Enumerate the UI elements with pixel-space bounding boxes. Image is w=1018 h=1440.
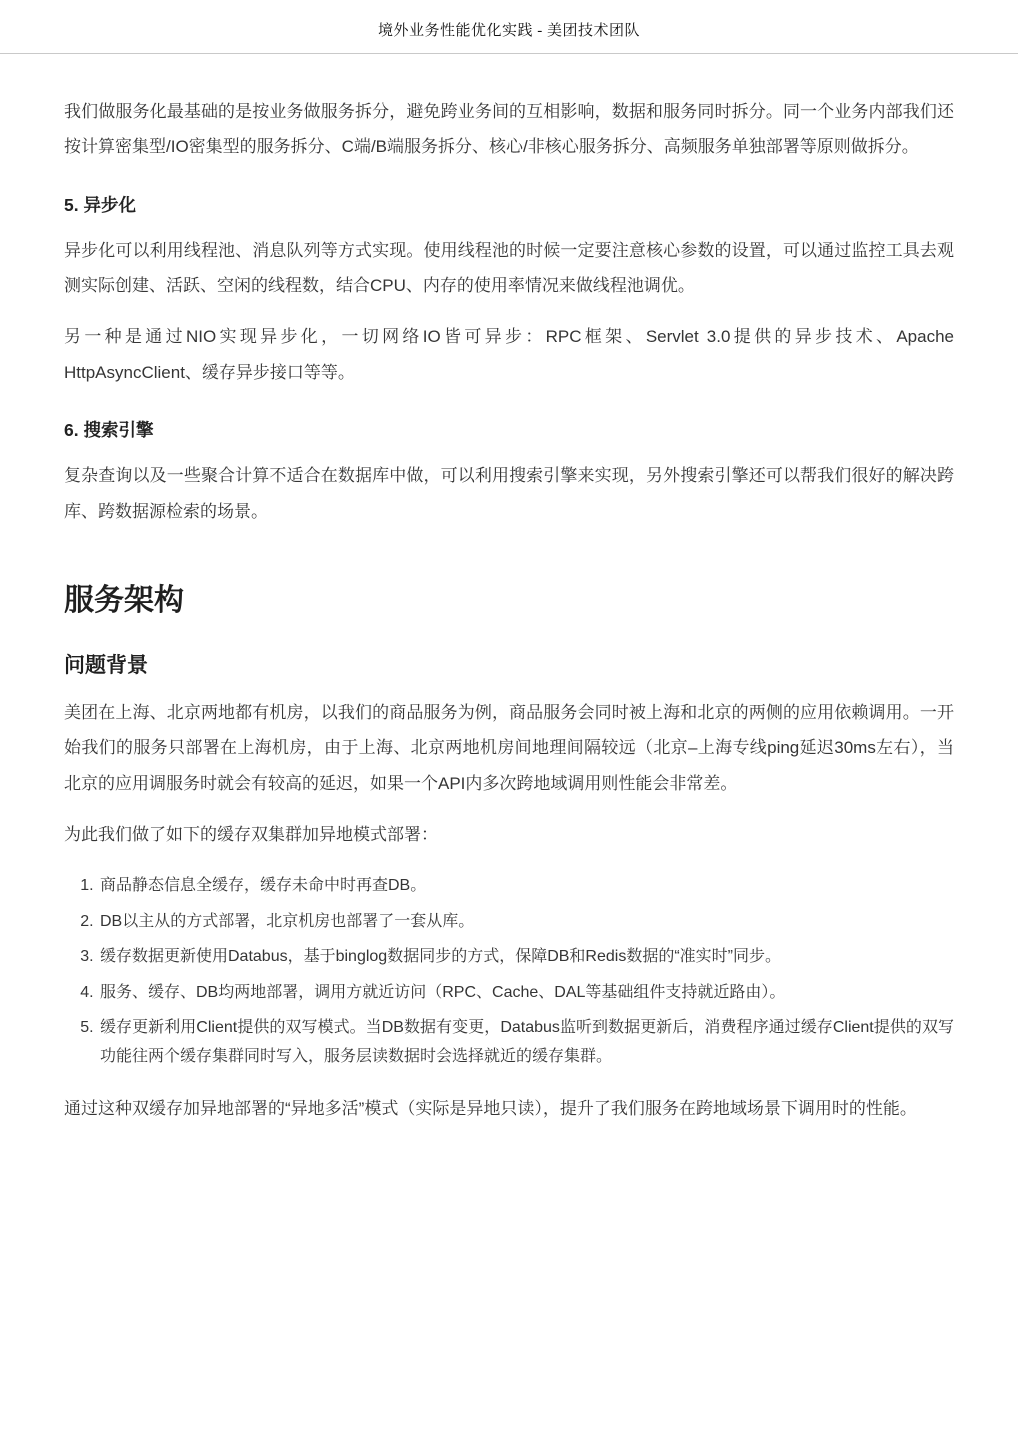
subsection-title-problem-background: 问题背景 [64, 653, 148, 677]
paragraph-async-threadpool: 异步化可以利用线程池、消息队列等方式实现。使用线程池的时候一定要注意核心参数的设置，可以通过监控工具去观测实际创建、活跃、空闲的线程数，结合CPU、内存的使用率情况来做线程池调优。 [64, 240, 954, 296]
paragraph-service-split: 我们做服务化最基础的是按业务做服务拆分，避免跨业务间的互相影响，数据和服务同时拆分。同一个业务内部我们还按计算密集型/IO密集型的服务拆分、C端/B端服务拆分、核心/非核心服务拆分、高频服务单独部署等原则做拆分。 [64, 102, 954, 157]
article-content [0, 54, 1018, 1126]
header-title: 境外业务性能优化实践 - 美团技术团队 [378, 23, 640, 39]
paragraph-search-engine: 复杂查询以及一些聚合计算不适合在数据库中做，可以利用搜索引擎来实现，另外搜索引擎还可以帮我们很好的解决跨库、跨数据源检索的场景。 [64, 466, 954, 521]
section-title-service-architecture: 服务架构 [64, 583, 184, 617]
heading-async: 5. 异步化 [64, 194, 136, 215]
paragraph-conclusion: 通过这种双缓存加异地部署的“异地多活”模式（实际是异地只读），提升了我们服务在跨地域场景下调用时的性能。 [64, 1099, 917, 1119]
deployment-list-item-3: 3. 缓存数据更新使用Databus，基于binglog数据同步的方式，保障DB和Redis数据的“准实时”同步。 [98, 943, 954, 971]
heading-search-engine: 6. 搜索引擎 [64, 420, 154, 441]
deployment-list-item-5: 5. 缓存更新利用Client提供的双写模式。当DB数据有变更，Databus监听到数据更新后，消费程序通过缓存Client提供的双写功能往两个缓存集群同时写入，服务层读数据时会选择就近的缓存集群。 [98, 1014, 954, 1071]
deployment-list [64, 872, 954, 1071]
deployment-list-item-1: 1. 商品静态信息全缓存，缓存未命中时再查DB。 [98, 872, 954, 900]
paragraph-async-nio: 另一种是通过NIO实现异步化，一切网络IO皆可异步：RPC框架、Servlet 3.0提供的异步技术、Apache HttpAsyncClient、缓存异步接口等等。 [64, 327, 954, 382]
deployment-list-item-2: 2. DB以主从的方式部署，北京机房也部署了一套从库。 [98, 908, 954, 936]
page-header [0, 0, 1018, 40]
paragraph-problem-background: 美团在上海、北京两地都有机房，以我们的商品服务为例，商品服务会同时被上海和北京的两侧的应用依赖调用。一开始我们的服务只部署在上海机房，由于上海、北京两地机房间地理间隔较远（北京–上海专线ping延迟30ms左右），当北京的应用调服务时就会有较高的延迟，如果一个API内多次跨地域调用则性能会非常差。 [64, 702, 954, 793]
paragraph-deployment-intro: 为此我们做了如下的缓存双集群加异地模式部署： [64, 824, 438, 844]
deployment-list-item-4: 4. 服务、缓存、DB均两地部署，调用方就近访问（RPC、Cache、DAL等基础组件支持就近路由）。 [98, 979, 954, 1007]
